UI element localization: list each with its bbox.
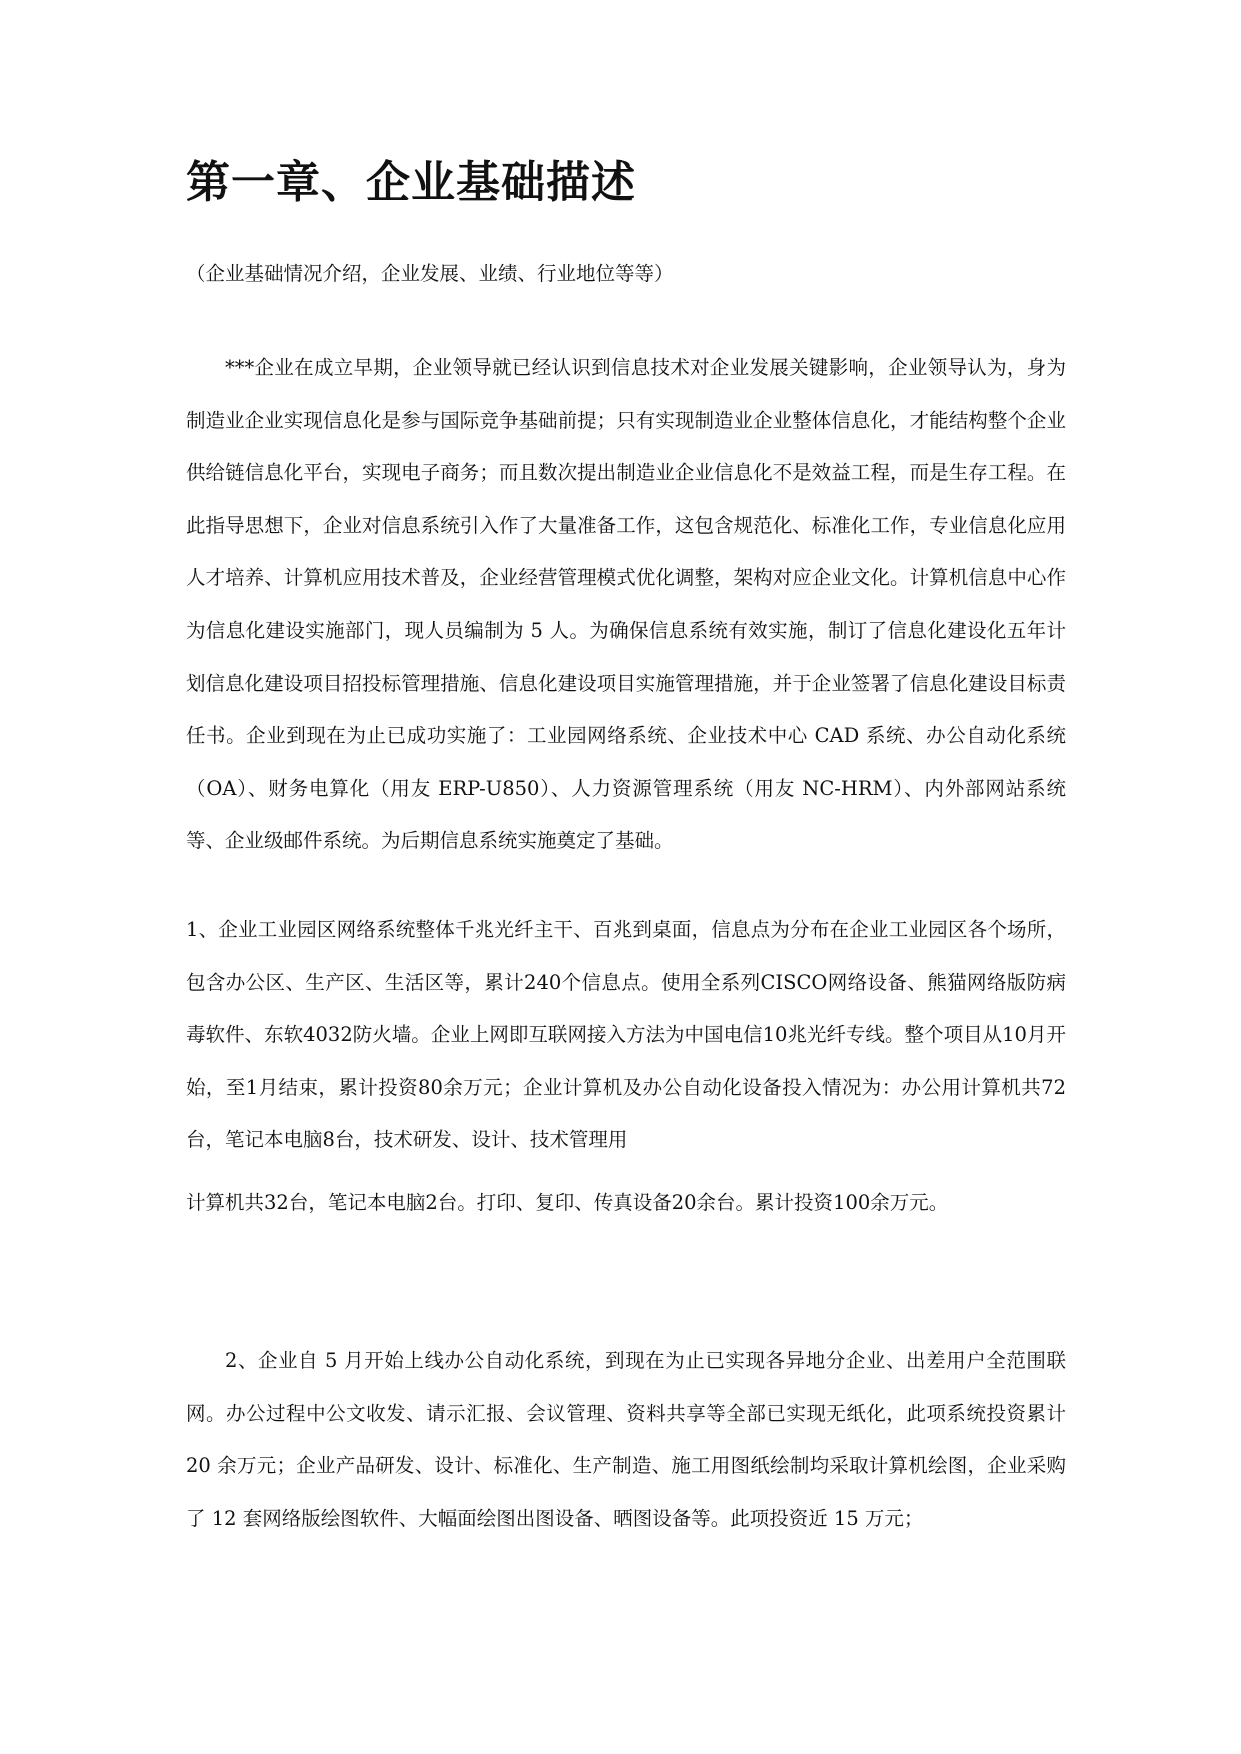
- paragraph-intro: ***企业在成立早期，企业领导就已经认识到信息技术对企业发展关键影响，企业领导认为，身为制造业企业实现信息化是参与国际竞争基础前提；只有实现制造业企业整体信息化，才能结构整个企业供给链信息化平台，实现电子商务；而且数次提出制造业企业信息化不是效益工程，而是生存工程。在此指导思想下，企业对信息系统引入作了大量准备工作，这包含规范化、标准化工作，专业信息化应用人才培养、计算机应用技术普及，企业经营管理模式优化调整，架构对应企业文化。计算机信息中心作为信息化建设实施部门，现人员编制为 5 人。为确保信息系统有效实施，制订了信息化建设化五年计划信息化建设项目招投标管理措施、信息化建设项目实施管理措施，并于企业签署了信息化建设目标责任书。企业到现在为止已成功实施了：工业园网络系统、企业技术中心 CAD 系统、办公自动化系统（OA）、财务电算化（用友 ERP-U850）、人力资源管理系统（用友 NC-HRM）、内外部网站系统等、企业级邮件系统。为后期信息系统实施奠定了基础。: [186, 356, 1066, 853]
- paragraph-network: [186, 904, 1066, 1214]
- paragraph-network-last-line: 计算机共32台，笔记本电脑2台。打印、复印、传真设备20余台。累计投资100余万元。: [186, 1191, 949, 1214]
- chapter-title: 第一章、企业基础描述: [186, 157, 636, 208]
- paragraph-office-automation: 2、企业自 5 月开始上线办公自动化系统，到现在为止已实现各异地分企业、出差用户全范围联网。办公过程中公文收发、请示汇报、会议管理、资料共享等全部已实现无纸化，此项系统投资累计 20 余万元；企业产品研发、设计、标准化、生产制造、施工用图纸绘制均采取计算机绘图，企业采购了 12 套网络版绘图软件、大幅面绘图出图设备、晒图设备等。此项投资近 15 万元；: [186, 1349, 1066, 1530]
- paragraph-network-text: 1、企业工业园区网络系统整体千兆光纤主干、百兆到桌面，信息点为分布在企业工业园区各个场所，包含办公区、生产区、生活区等，累计240个信息点。使用全系列CISCO网络设备、熊猫网络版防病毒软件、东软4032防火墙。企业上网即互联网接入方法为中国电信10兆光纤专线。整个项目从10月开始，至1月结束，累计投资80余万元；企业计算机及办公自动化设备投入情况为：办公用计算机共72台，笔记本电脑8台，技术研发、设计、技术管理用: [186, 918, 1066, 1152]
- chapter-subtitle: （企业基础情况介绍，企业发展、业绩、行业地位等等）: [186, 262, 674, 285]
